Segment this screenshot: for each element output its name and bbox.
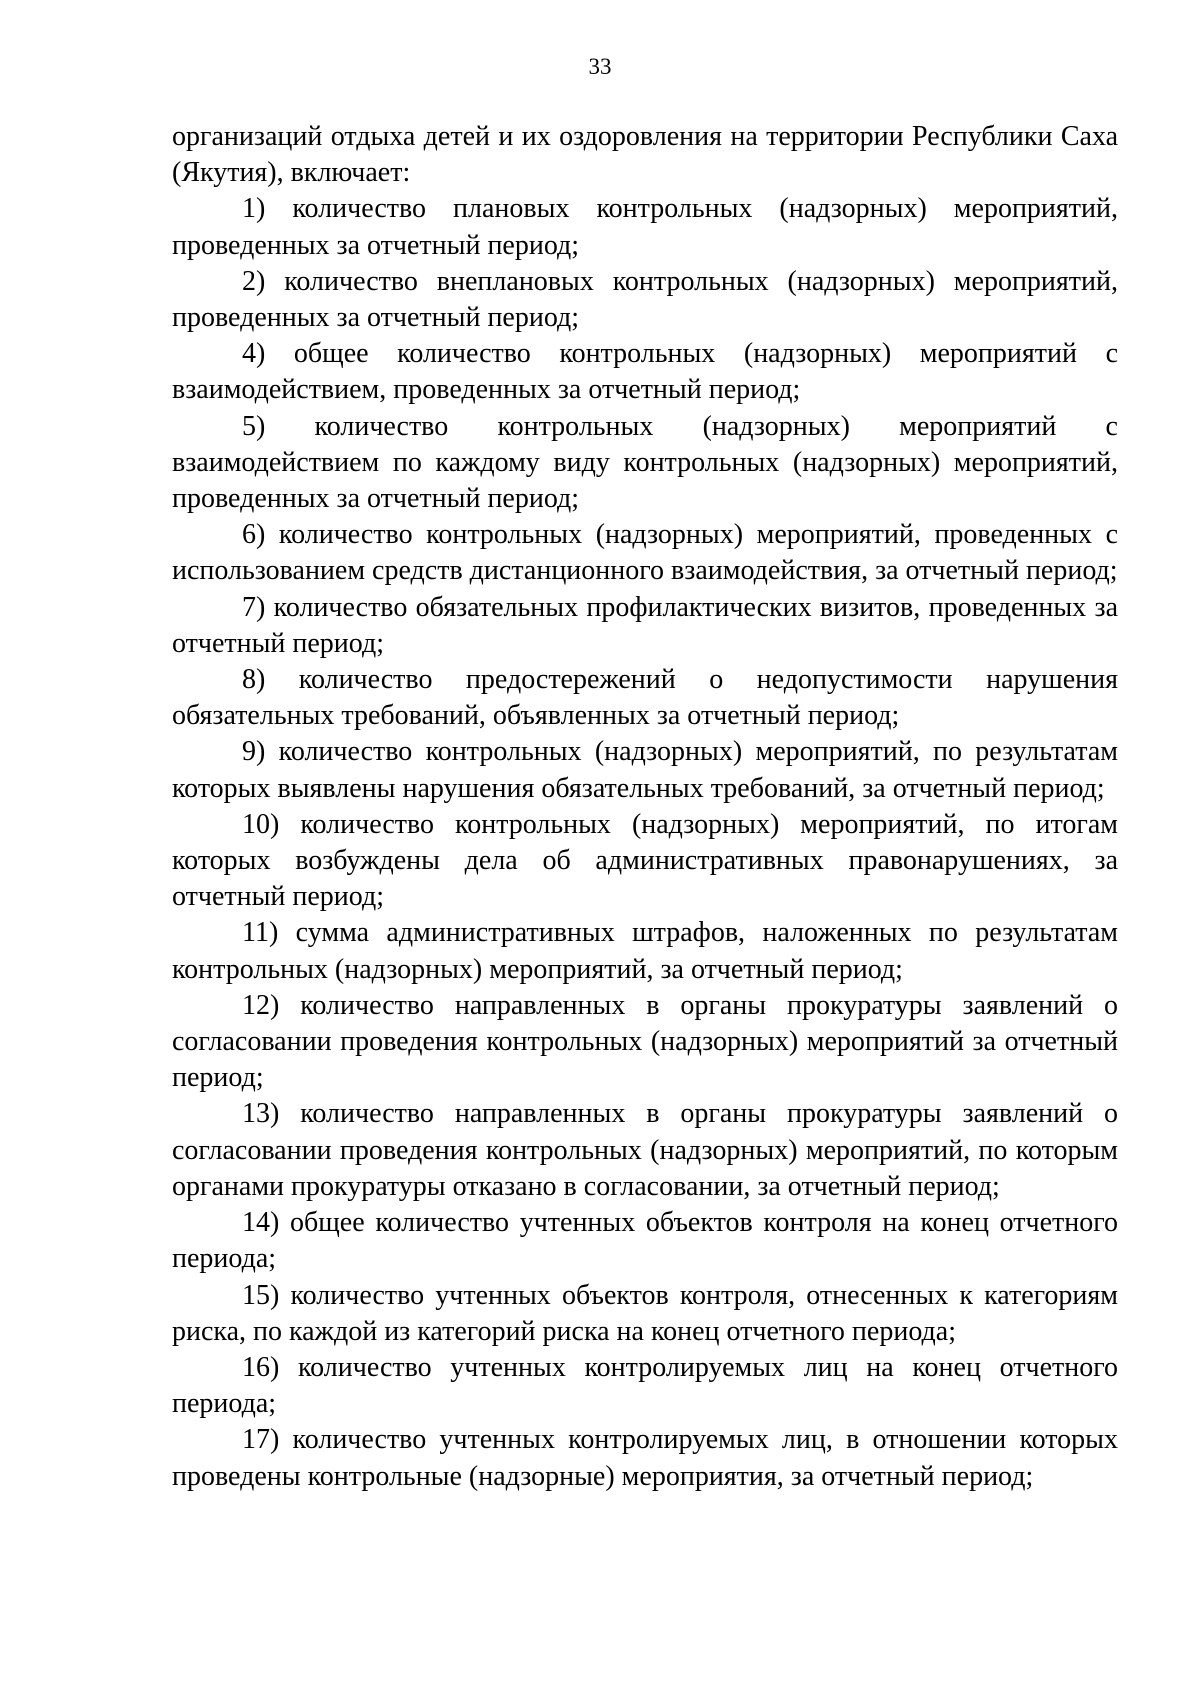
list-item-12: 12) количество направленных в органы прокуратуры заявлений о согласовании проведения контрольных (надзорных) мероприятий за отчетный период; xyxy=(172,989,1118,1094)
list-item-15: 15) количество учтенных объектов контроля, отнесенных к категориям риска, по каждой из категорий риска на конец отчетного периода; xyxy=(172,1279,1118,1347)
list-item-1: 1) количество плановых контрольных (надзорных) мероприятий, проведенных за отчетный период; xyxy=(172,193,1118,261)
document-body xyxy=(172,119,1118,1495)
list-item-10: 10) количество контрольных (надзорных) мероприятий, по итогам которых возбуждены дела об административных правонарушениях, за отчетный период; xyxy=(172,808,1118,913)
paragraph-intro: организаций отдыха детей и их оздоровления на территории Республики Саха (Якутия), включает: xyxy=(172,121,1118,189)
list-item-17: 17) количество учтенных контролируемых лиц, в отношении которых проведены контрольные (надзорные) мероприятия, за отчетный период; xyxy=(172,1424,1118,1492)
list-item-8: 8) количество предостережений о недопустимости нарушения обязательных требований, объявленных за отчетный период; xyxy=(172,664,1118,732)
page-number: 33 xyxy=(588,54,612,79)
list-item-2: 2) количество внеплановых контрольных (надзорных) мероприятий, проведенных за отчетный период; xyxy=(172,265,1118,334)
list-item-5: 5) количество контрольных (надзорных) мероприятий с взаимодействием по каждому виду контрольных (надзорных) мероприятий, проведенных за отчетный период; xyxy=(172,410,1118,515)
list-item-7: 7) количество обязательных профилактических визитов, проведенных за отчетный период; xyxy=(172,591,1118,659)
list-item-6: 6) количество контрольных (надзорных) мероприятий, проведенных с использованием средств дистанционного взаимодействия, за отчетный период; xyxy=(172,519,1118,587)
list-item-16: 16) количество учтенных контролируемых лиц на конец отчетного периода; xyxy=(172,1351,1118,1420)
list-item-4: 4) общее количество контрольных (надзорных) мероприятий с взаимодействием, проведенных за отчетный период; xyxy=(172,338,1118,406)
list-item-13: 13) количество направленных в органы прокуратуры заявлений о согласовании проведения контрольных (надзорных) мероприятий, по которым органами прокуратуры отказано в согласовании, за отчетный период; xyxy=(172,1098,1118,1202)
list-item-11: 11) сумма административных штрафов, наложенных по результатам контрольных (надзорных) мероприятий, за отчетный период; xyxy=(172,917,1118,985)
list-item-9: 9) количество контрольных (надзорных) мероприятий, по результатам которых выявлены нарушения обязательных требований, за отчетный период; xyxy=(172,736,1118,804)
list-item-14: 14) общее количество учтенных объектов контроля на конец отчетного периода; xyxy=(172,1207,1118,1275)
